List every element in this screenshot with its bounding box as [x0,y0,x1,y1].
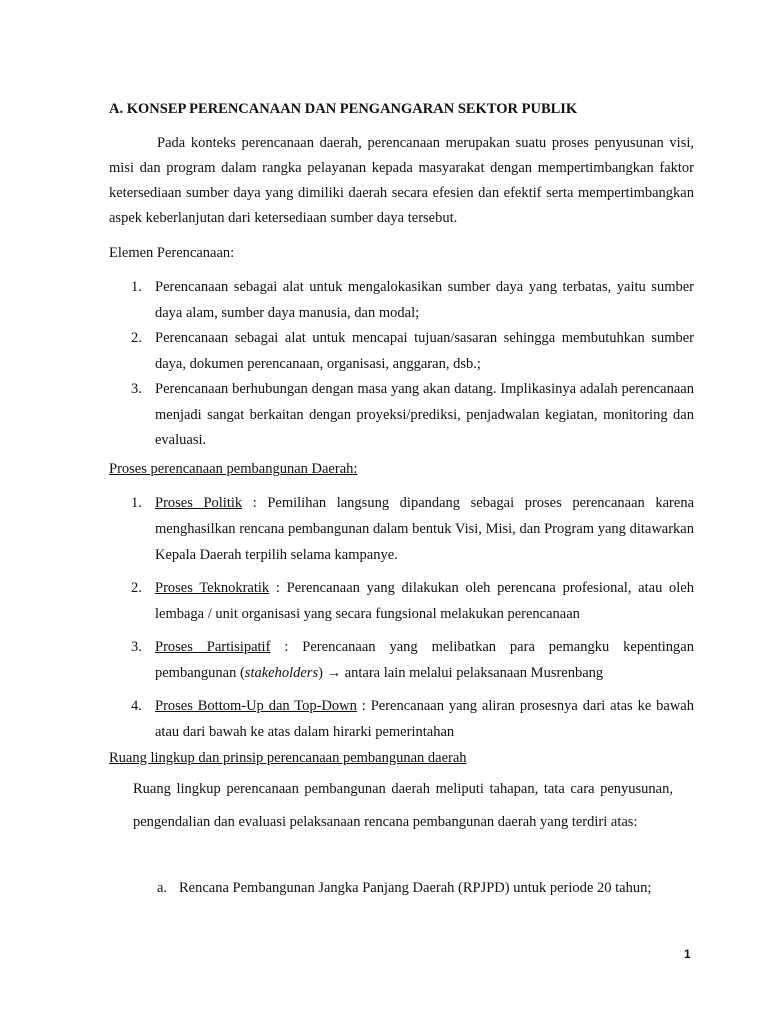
list-number: 3. [131,381,142,397]
list-item-text: : Perencanaan yang melibatkan para pemangku kepentingan pembangunan ( [155,639,694,681]
process-term: Proses Bottom-Up dan Top-Down [155,698,357,714]
list-item-text: Perencanaan sebagai alat untuk mencapai tujuan/sasaran sehingga membutuhkan sumber daya, dokumen perencanaan, organisasi, anggaran, dsb.; [155,330,694,372]
list-item-text: antara lain melalui pelaksanaan Musrenbang [341,665,604,681]
sub-list-letter: a. [157,880,168,896]
sub-list-text: Rencana Pembangunan Jangka Panjang Daerah (RPJPD) untuk periode 20 tahun; [179,880,652,896]
section-heading: A. KONSEP PERENCANAAN DAN PENGANGARAN SEKTOR PUBLIK [109,101,578,117]
list-number: 2. [131,580,142,596]
elemen-list [109,275,694,454]
sub-list-item [157,879,651,897]
intro-paragraph: Pada konteks perencanaan daerah, perencanaan merupakan suatu proses penyusunan visi, misi dan program dalam rangka pelayanan kepada masyarakat dengan mempertimbangkan faktor ketersediaan sumber daya yang dimiliki daerah secara efesien dan efektif serta mempertimbangkan aspek keberlanjutan dari ketersediaan sumber daya tersebut. [109,135,694,226]
list-item [109,377,694,454]
list-item [109,634,694,686]
list-item [109,575,694,627]
list-item [109,490,694,568]
list-number: 2. [131,330,142,346]
list-number: 1. [131,279,142,295]
list-item-text: : Perencanaan yang aliran prosesnya dari atas ke bawah atau dari bawah ke atas dalam hirarki pemerintahan [155,698,694,740]
list-item [109,275,694,326]
page-number: 1 [684,947,691,961]
process-term: Proses Partisipatif [155,639,271,655]
list-item-text: : Perencanaan yang dilakukan oleh perencana profesional, atau oleh lembaga / unit organisasi yang secara fungsional melakukan perencanaan [155,580,694,622]
proses-list [109,490,694,745]
list-item [109,693,694,745]
elemen-label: Elemen Perencanaan: [109,245,235,261]
list-item-text: : Pemilihan langsung dipandang sebagai proses perencanaan karena menghasilkan rencana pembangunan dalam bentuk Visi, Misi, dan Program yang ditawarkan Kepala Daerah terpilih selama kampanye. [155,495,695,563]
ruang-lingkup-paragraph: Ruang lingkup perencanaan pembangunan daerah meliputi tahapan, tata cara penyusunan, pengendalian dan evaluasi pelaksanaan rencana pembangunan daerah yang terdiri atas: [133,781,673,830]
list-item-text: ) [318,665,327,681]
list-number: 1. [131,495,142,511]
proses-label: Proses perencanaan pembangunan Daerah: [109,461,358,477]
ruang-lingkup-label: Ruang lingkup dan prinsip perencanaan pembangunan daerah [109,750,467,766]
list-number: 4. [131,698,142,714]
list-item-text: Perencanaan sebagai alat untuk mengalokasikan sumber daya yang terbatas, yaitu sumber daya alam, sumber daya manusia, dan modal; [155,279,694,321]
process-term: Proses Teknokratik [155,580,270,596]
arrow-right-icon: → [326,665,342,681]
process-term: Proses Politik [155,495,243,511]
list-item-text: Perencanaan berhubungan dengan masa yang akan datang. Implikasinya adalah perencanaan menjadi sangat berkaitan dengan proyeksi/prediksi, penjadwalan kegiatan, monitoring dan evaluasi. [155,381,694,448]
list-number: 3. [131,639,142,655]
stakeholders-term: stakeholders [244,665,319,681]
list-item [109,326,694,377]
